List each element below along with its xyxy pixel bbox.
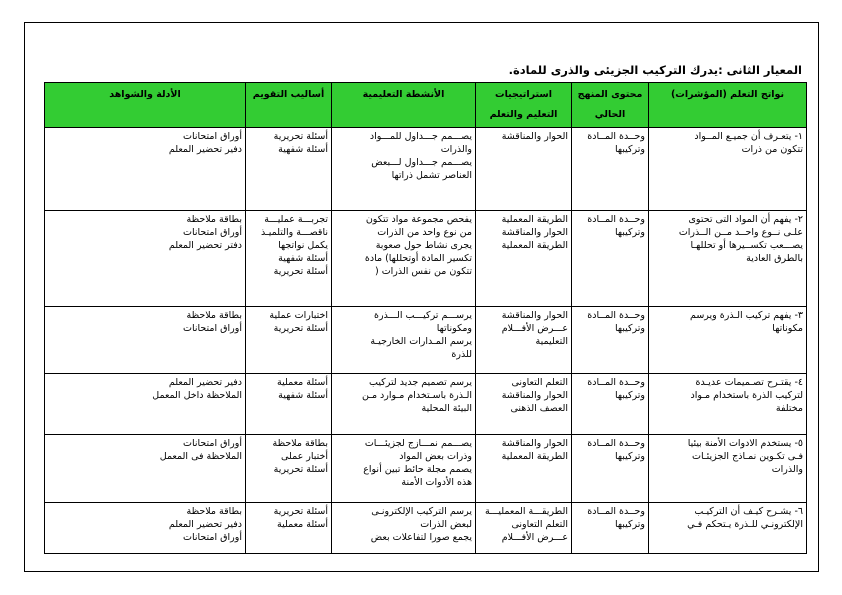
cell-line: أختبار عملى bbox=[281, 451, 328, 462]
cell-line: وتركيبها bbox=[614, 451, 645, 462]
cell-line: بطاقة ملاحظة bbox=[272, 438, 328, 449]
cell-line: عـــرض الأفـــلام bbox=[501, 532, 568, 543]
cell-strategy bbox=[476, 307, 572, 374]
cell-line: يرســـم تركيـــب الـــذرة bbox=[374, 310, 472, 321]
cell-evidence bbox=[45, 503, 246, 554]
cell-line: العناصر تشمل ذراتها bbox=[391, 170, 472, 181]
cell-line: التعلم التعاونى bbox=[511, 377, 568, 388]
cell-line: لبعض الذرات bbox=[420, 519, 472, 530]
cell-line: دفير تحضير المعلم bbox=[168, 377, 242, 388]
cell-evidence bbox=[45, 307, 246, 374]
cell-line: أسئلة تحريرية bbox=[273, 131, 328, 142]
cell-line: لتركيب الذرة باستخدام مـواد bbox=[690, 390, 803, 401]
cell-line: وتركيبها bbox=[614, 519, 645, 530]
cell-line: يرسم التركيب الإلكترونـى bbox=[371, 506, 472, 517]
cell-outcome bbox=[649, 128, 807, 211]
cell-evaluation bbox=[246, 503, 332, 554]
header-content: محتوى المنهج الحالي bbox=[572, 83, 649, 128]
cell-line: يفحص مجموعة مواد تتكون bbox=[365, 214, 472, 225]
cell-activities bbox=[332, 503, 476, 554]
cell-line: يصـــعب تكســيرها أو تحللهـا bbox=[690, 240, 803, 251]
cell-line: وحــدة المــادة bbox=[587, 377, 645, 388]
cell-content bbox=[572, 374, 649, 435]
cell-activities bbox=[332, 435, 476, 503]
cell-line: دفير تحضير المعلم bbox=[168, 144, 242, 155]
cell-line: يرسم المـدارات الخارجيـة bbox=[370, 336, 472, 347]
cell-line: يجرى نشاط حول صعوبة bbox=[375, 240, 472, 251]
cell-line: الحوار والمناقشة bbox=[501, 390, 568, 401]
cell-line: وذرات بعض المواد bbox=[399, 451, 472, 462]
cell-outcome bbox=[649, 307, 807, 374]
cell-line: أسئلة معملية bbox=[277, 519, 328, 530]
header-strategies: استراتيجيات التعليم والتعلم bbox=[476, 83, 572, 128]
cell-line: أوراق امتحانات bbox=[183, 438, 242, 449]
cell-line: أسئلة معملية bbox=[277, 377, 328, 388]
cell-line: بطاقة ملاحظة bbox=[186, 506, 242, 517]
cell-strategy bbox=[476, 503, 572, 554]
cell-line: عـــرض الأفـــلام bbox=[501, 323, 568, 334]
cell-line: الطريقة المعملية bbox=[501, 214, 568, 225]
cell-line: أسئلة شفهية bbox=[278, 144, 328, 155]
cell-evaluation bbox=[246, 211, 332, 307]
cell-line: من نوع واحد من الذرات bbox=[377, 227, 472, 238]
cell-line: أسئلة تحريرية bbox=[273, 323, 328, 334]
cell-line: ناقصـــة والتلميـذ bbox=[260, 227, 328, 238]
cell-content bbox=[572, 128, 649, 211]
cell-strategy bbox=[476, 128, 572, 211]
table-row bbox=[45, 503, 807, 554]
cell-line: ٦- يشـرح كيـف أن التركيـب bbox=[694, 506, 803, 517]
cell-line: أسئلة شفهية bbox=[278, 390, 328, 401]
cell-line: ٥- يستخدم الادوات الأمنة بيئيا bbox=[687, 438, 803, 449]
cell-line: البيئة المحلية bbox=[421, 403, 472, 414]
cell-line: بطاقة ملاحظة bbox=[186, 310, 242, 321]
cell-activities bbox=[332, 307, 476, 374]
cell-line: هذه الأدوات الأمنة bbox=[401, 477, 472, 488]
cell-evaluation bbox=[246, 435, 332, 503]
cell-evaluation bbox=[246, 128, 332, 211]
cell-outcome bbox=[649, 374, 807, 435]
cell-line: تكسير المادة أوتحللها) مادة bbox=[364, 253, 472, 264]
cell-line: وحــدة المــادة bbox=[587, 506, 645, 517]
cell-line: يكمل نواتجها bbox=[278, 240, 328, 251]
table-row bbox=[45, 307, 807, 374]
cell-line: فـى تكـوين نمـاذج الجزيئـات bbox=[692, 451, 803, 462]
cell-content bbox=[572, 435, 649, 503]
cell-line: الحوار والمناقشة bbox=[501, 438, 568, 449]
cell-line: ٣- يفهم تركيب الـذرة ويرسم bbox=[690, 310, 803, 321]
cell-line: تجربـــة عمليـــة bbox=[264, 214, 328, 225]
cell-line: الـذرة باسـتخدام مـوارد مـن bbox=[361, 390, 472, 401]
cell-line: أوراق امتحانات bbox=[183, 227, 242, 238]
cell-line: أسئلة تحريرية bbox=[273, 464, 328, 475]
cell-line: اختبارات عملية bbox=[269, 310, 328, 321]
table-row bbox=[45, 128, 807, 211]
cell-activities bbox=[332, 211, 476, 307]
page-title: المعيار الثانى :يدرك التركيب الجزيئى والذرى للمادة. bbox=[508, 63, 802, 77]
cell-line: ١- يتعـرف أن جميـع المــواد bbox=[694, 131, 803, 142]
cell-line: أسئلة تحريرية bbox=[273, 266, 328, 277]
cell-evidence bbox=[45, 128, 246, 211]
cell-content bbox=[572, 211, 649, 307]
cell-line: التعليمية bbox=[535, 336, 568, 347]
cell-line: والذرات bbox=[771, 464, 803, 475]
cell-line: الملاحظة داخل المعمل bbox=[152, 390, 242, 401]
cell-line: الطريقة المعملية bbox=[501, 240, 568, 251]
cell-line: مختلفة bbox=[775, 403, 803, 414]
standards-table bbox=[44, 82, 807, 554]
cell-content bbox=[572, 307, 649, 374]
cell-line: ومكوناتها bbox=[436, 323, 472, 334]
cell-line: وحــدة المــادة bbox=[587, 310, 645, 321]
cell-outcome bbox=[649, 503, 807, 554]
cell-line: ٤- يقتـرح تصـميمات عديـدة bbox=[695, 377, 803, 388]
table-row bbox=[45, 211, 807, 307]
cell-line: أوراق امتحانات bbox=[183, 323, 242, 334]
cell-evidence bbox=[45, 435, 246, 503]
cell-evidence bbox=[45, 374, 246, 435]
cell-strategy bbox=[476, 211, 572, 307]
header-row bbox=[45, 83, 807, 128]
cell-line: أسئلة تحريرية bbox=[273, 506, 328, 517]
cell-outcome bbox=[649, 435, 807, 503]
cell-line: وحــدة المــادة bbox=[587, 131, 645, 142]
cell-line: وتركيبها bbox=[614, 144, 645, 155]
cell-line: يصـــمم جـــداول لـــبعض bbox=[371, 157, 472, 168]
cell-line: وتركيبها bbox=[614, 323, 645, 334]
cell-outcome bbox=[649, 211, 807, 307]
cell-line: تتكون من نفس الذرات ( bbox=[375, 266, 472, 277]
cell-line: التعلم التعاونى bbox=[511, 519, 568, 530]
table-row bbox=[45, 374, 807, 435]
cell-line: أوراق امتحانات bbox=[183, 532, 242, 543]
cell-activities bbox=[332, 374, 476, 435]
cell-evaluation bbox=[246, 307, 332, 374]
cell-evidence bbox=[45, 211, 246, 307]
cell-line: يجمع صورا لتفاعلات بعض bbox=[370, 532, 472, 543]
cell-evaluation bbox=[246, 374, 332, 435]
cell-line: يصمم مجلة حائط تبين أنواع bbox=[363, 464, 472, 475]
header-outcomes: نواتج التعلم (المؤشرات) bbox=[649, 83, 807, 128]
cell-line: بطاقة ملاحظة bbox=[186, 214, 242, 225]
cell-line: وتركيبها bbox=[614, 390, 645, 401]
cell-line: دفتر تحضير المعلم bbox=[168, 240, 242, 251]
cell-line: وحــدة المــادة bbox=[587, 214, 645, 225]
cell-line: العصف الذهنى bbox=[510, 403, 568, 414]
cell-line: يصـــمم نمـــازج لجزيئـــات bbox=[364, 438, 472, 449]
cell-strategy bbox=[476, 435, 572, 503]
cell-line: وتركيبها bbox=[614, 227, 645, 238]
cell-line: أسئلة شفهية bbox=[278, 253, 328, 264]
cell-line: الملاحظة فى المعمل bbox=[159, 451, 242, 462]
cell-line: أوراق امتحانات bbox=[183, 131, 242, 142]
cell-content bbox=[572, 503, 649, 554]
cell-line: الحوار والمناقشة bbox=[501, 310, 568, 321]
header-activities: الأنشطة التعليمية bbox=[332, 83, 476, 128]
cell-activities bbox=[332, 128, 476, 211]
cell-line: الطريقـــة المعمليـــة bbox=[484, 506, 568, 517]
cell-line: بالطرق العادية bbox=[746, 253, 803, 264]
cell-strategy bbox=[476, 374, 572, 435]
header-evaluation: أساليب التقويم bbox=[246, 83, 332, 128]
cell-line: دفير تحضير المعلم bbox=[168, 519, 242, 530]
cell-line: مكوناتها bbox=[772, 323, 803, 334]
cell-line: والذرات bbox=[440, 144, 472, 155]
cell-line: الطريقة المعملية bbox=[501, 451, 568, 462]
cell-line: ٢- يفهم أن المواد التى تحتوى bbox=[688, 214, 803, 225]
cell-line: يصـــمم جـــداول للمـــواد bbox=[369, 131, 472, 142]
cell-line: تتكون من ذرات bbox=[741, 144, 803, 155]
cell-line: الإلكترونـي للـذرة يـتحكم فـي bbox=[687, 519, 803, 530]
cell-line: الحوار والمناقشة bbox=[501, 227, 568, 238]
table-row bbox=[45, 435, 807, 503]
cell-line: للذرة bbox=[451, 349, 472, 360]
cell-line: الحوار والمناقشة bbox=[501, 131, 568, 142]
header-evidence: الأدلة والشواهد bbox=[45, 83, 246, 128]
cell-line: وحــدة المــادة bbox=[587, 438, 645, 449]
cell-line: يرسم تصميم جديد لتركيب bbox=[368, 377, 472, 388]
cell-line: علـى نــوع واحــد مــن الــذرات bbox=[678, 227, 803, 238]
